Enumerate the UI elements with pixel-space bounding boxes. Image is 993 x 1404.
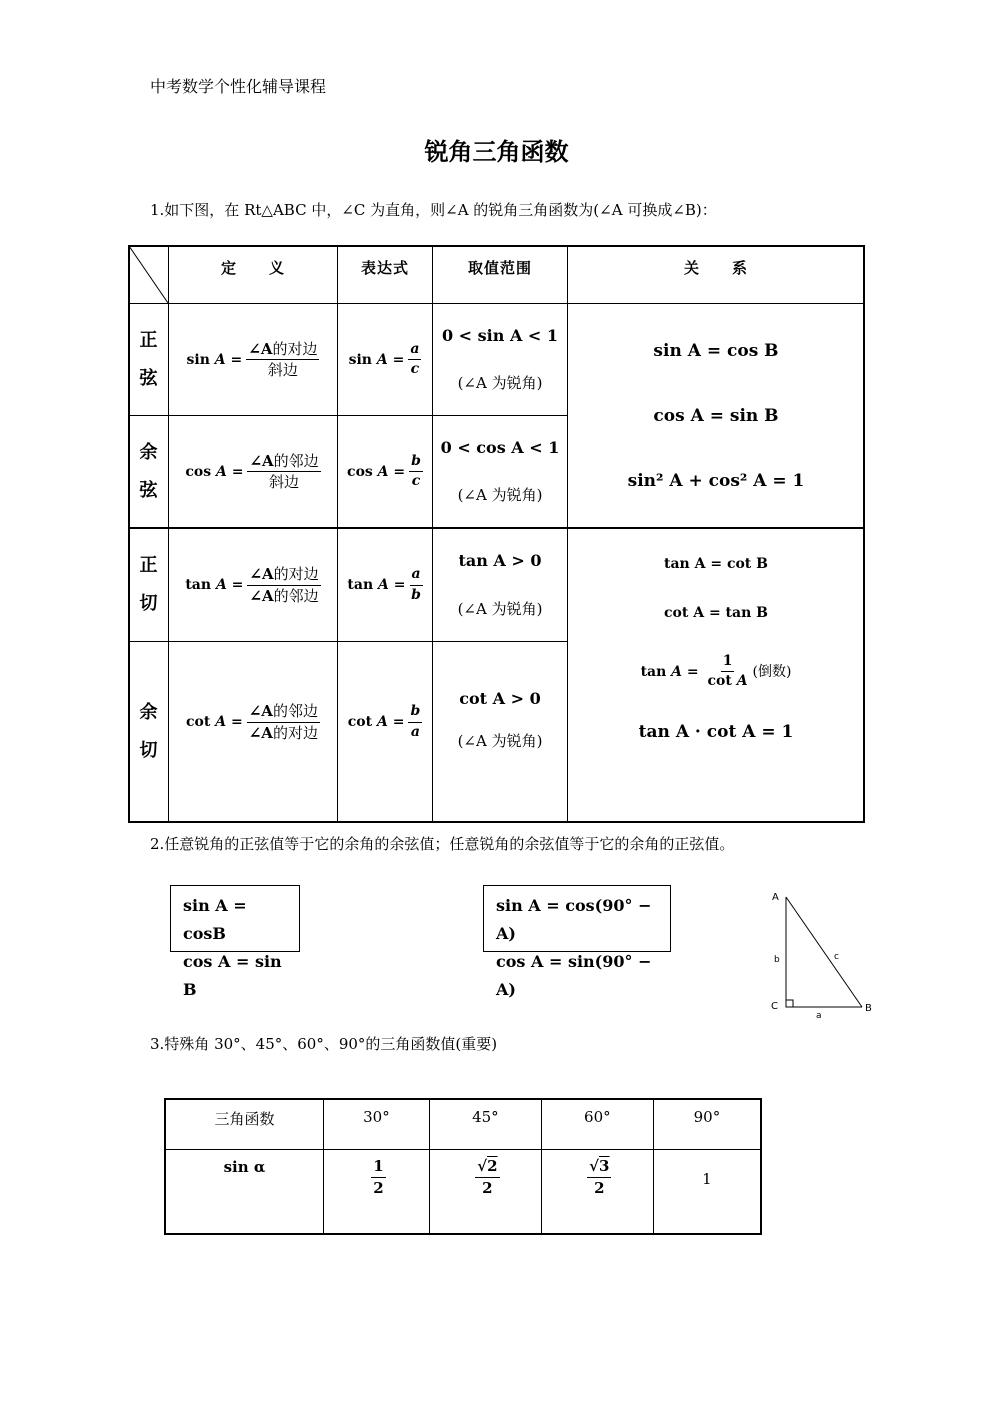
relations-tangent-cotangent: tan A = cot B cot A = tan B tan A = $\frac{1}{\text{cot A}}$ (倒数) tan A · cot A = 1 — [638, 555, 794, 743]
definition-sine: sin A = $\frac{\text{∠A的对边}}{\text{斜边}}$ — [186, 339, 318, 379]
range-cosine: 0 < cos A < 1 (∠A 为锐角) — [440, 437, 560, 505]
expression-sine: sin A = $\frac{a}{c}$ — [348, 340, 420, 377]
sin-45-value: $\frac{√2}{2}$ — [429, 1150, 541, 1235]
section-2-text: 2.任意锐角的正弦值等于它的余角的余弦值；任意锐角的余弦值等于它的余角的正弦值。 — [150, 835, 735, 853]
identity-box-2: sin A = cos(90° − A) cos A = sin(90° − A) — [483, 885, 671, 952]
diagonal-header-cell — [129, 246, 169, 303]
row-name-cotangent: 余 切 — [139, 702, 158, 761]
special-header-90: 90° — [653, 1099, 761, 1150]
course-header: 中考数学个性化辅导课程 — [150, 77, 327, 96]
svg-text:b: b — [774, 955, 780, 965]
svg-text:C: C — [771, 1001, 778, 1012]
range-cotangent: cot A > 0 (∠A 为锐角) — [457, 689, 543, 750]
sin-30-value: $\frac{1}{2}$ — [324, 1150, 430, 1235]
special-header-function: 三角函数 — [165, 1099, 324, 1150]
header-range: 取值范围 — [467, 258, 532, 277]
sin-60-value: $\frac{√3}{2}$ — [541, 1150, 653, 1235]
definition-tangent: tan A = $\frac{\text{∠A的对边}}{\text{∠A的邻边}}$ — [185, 565, 319, 605]
expression-tangent: tan A = $\frac{a}{b}$ — [347, 566, 421, 603]
special-angle-table — [164, 1098, 762, 1235]
header-expression: 表达式 — [360, 258, 409, 277]
special-header-30: 30° — [324, 1099, 430, 1150]
header-definition: 定 义 — [220, 258, 285, 277]
special-row-label: sin α — [165, 1150, 324, 1235]
definition-cosine: cos A = $\frac{\text{∠A的邻边}}{\text{斜边}}$ — [185, 451, 319, 491]
definition-cotangent: cot A = $\frac{\text{∠A的邻边}}{\text{∠A的对边}}$ — [186, 702, 318, 742]
row-name-tangent: 正 切 — [139, 555, 158, 614]
intro-text: 1.如下图，在 Rt△ABC 中，∠C 为直角，则∠A 的锐角三角函数为(∠A 可换成∠B)： — [150, 201, 717, 219]
row-name-cosine: 余 弦 — [139, 441, 158, 501]
section-3-text: 3.特殊角 30°、45°、60°、90°的三角函数值(重要) — [150, 1035, 498, 1053]
header-relation: 关 系 — [683, 258, 748, 277]
svg-text:A: A — [772, 892, 779, 903]
range-sine: 0 < sin A < 1 (∠A 为锐角) — [441, 325, 559, 393]
svg-text:B: B — [865, 1003, 872, 1014]
relations-sine-cosine: sin A = cos B cos A = sin B sin² A + cos² A = 1 — [627, 340, 805, 491]
expression-cotangent: cot A = $\frac{b}{a}$ — [347, 703, 421, 740]
identity-box-1: sin A = cosB cos A = sin B — [170, 885, 300, 952]
sin-90-value: 1 — [653, 1150, 761, 1235]
right-triangle-figure — [765, 885, 880, 1020]
row-name-sine: 正 弦 — [139, 329, 158, 389]
special-header-45: 45° — [429, 1099, 541, 1150]
svg-text:a: a — [816, 1011, 822, 1020]
page-title: 锐角三角函数 — [424, 137, 569, 166]
range-tangent: tan A > 0 (∠A 为锐角) — [457, 551, 543, 618]
expression-cosine: cos A = $\frac{b}{c}$ — [347, 452, 421, 489]
special-header-60: 60° — [541, 1099, 653, 1150]
svg-text:c: c — [834, 952, 839, 962]
